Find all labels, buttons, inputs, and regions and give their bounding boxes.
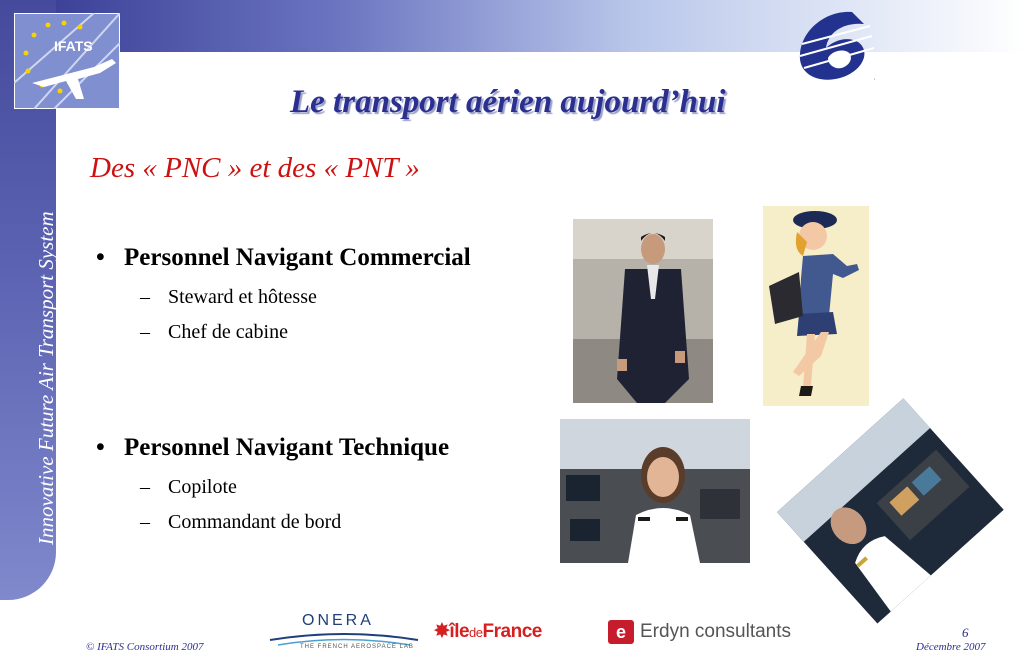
- idf-text-ile: île: [449, 621, 470, 642]
- slide-title: Le transport aérien aujourd’hui: [290, 84, 726, 120]
- list-item-text: Commandant de bord: [168, 511, 342, 533]
- copilot-photo: [560, 419, 750, 563]
- idf-text-france: France: [482, 621, 542, 642]
- hostess-cartoon: [763, 206, 869, 406]
- onera-tagline: THE FRENCH AEROSPACE LAB: [300, 644, 414, 650]
- list-item-text: Chef de cabine: [168, 321, 288, 343]
- bullet-dot-icon: •: [96, 434, 105, 461]
- fp6-logo: [788, 6, 888, 86]
- bullet-dot-icon: •: [96, 244, 105, 271]
- star-icon: ✸: [434, 621, 450, 642]
- footer-date: Décembre 2007: [916, 641, 986, 653]
- steward-photo: [573, 219, 713, 403]
- captain-photo: [770, 398, 1010, 638]
- list-item-text: Steward et hôtesse: [168, 286, 317, 308]
- erdyn-logo-text: Erdyn consultants: [640, 621, 792, 642]
- list-item: – Commandant de bord: [140, 511, 342, 533]
- list-item: – Steward et hôtesse: [140, 286, 317, 308]
- list-item: – Chef de cabine: [140, 321, 288, 343]
- fp6-logo-text: 6: [874, 79, 875, 81]
- erdyn-icon: e: [608, 620, 634, 644]
- ifats-logo-text: IFATS: [54, 38, 93, 54]
- slide-subtitle: Des « PNC » et des « PNT »: [90, 152, 420, 184]
- copyright-text: © IFATS Consortium 2007: [86, 641, 204, 653]
- bullet-pnt: [96, 434, 449, 462]
- bullet-pnc: [96, 244, 471, 272]
- bullet-label: Personnel Navigant Commercial: [124, 244, 471, 271]
- sidebar-title: Innovative Future Air Transport System: [34, 211, 58, 545]
- list-item: – Copilote: [140, 476, 237, 498]
- onera-logo-text: ONERA: [302, 612, 374, 629]
- page-number: 6: [962, 625, 969, 640]
- idf-text-de: de: [469, 625, 483, 640]
- list-item-text: Copilote: [168, 476, 237, 498]
- iledefrance-logo: [434, 620, 542, 643]
- ifats-logo: [14, 13, 120, 109]
- bullet-label: Personnel Navigant Technique: [124, 434, 450, 461]
